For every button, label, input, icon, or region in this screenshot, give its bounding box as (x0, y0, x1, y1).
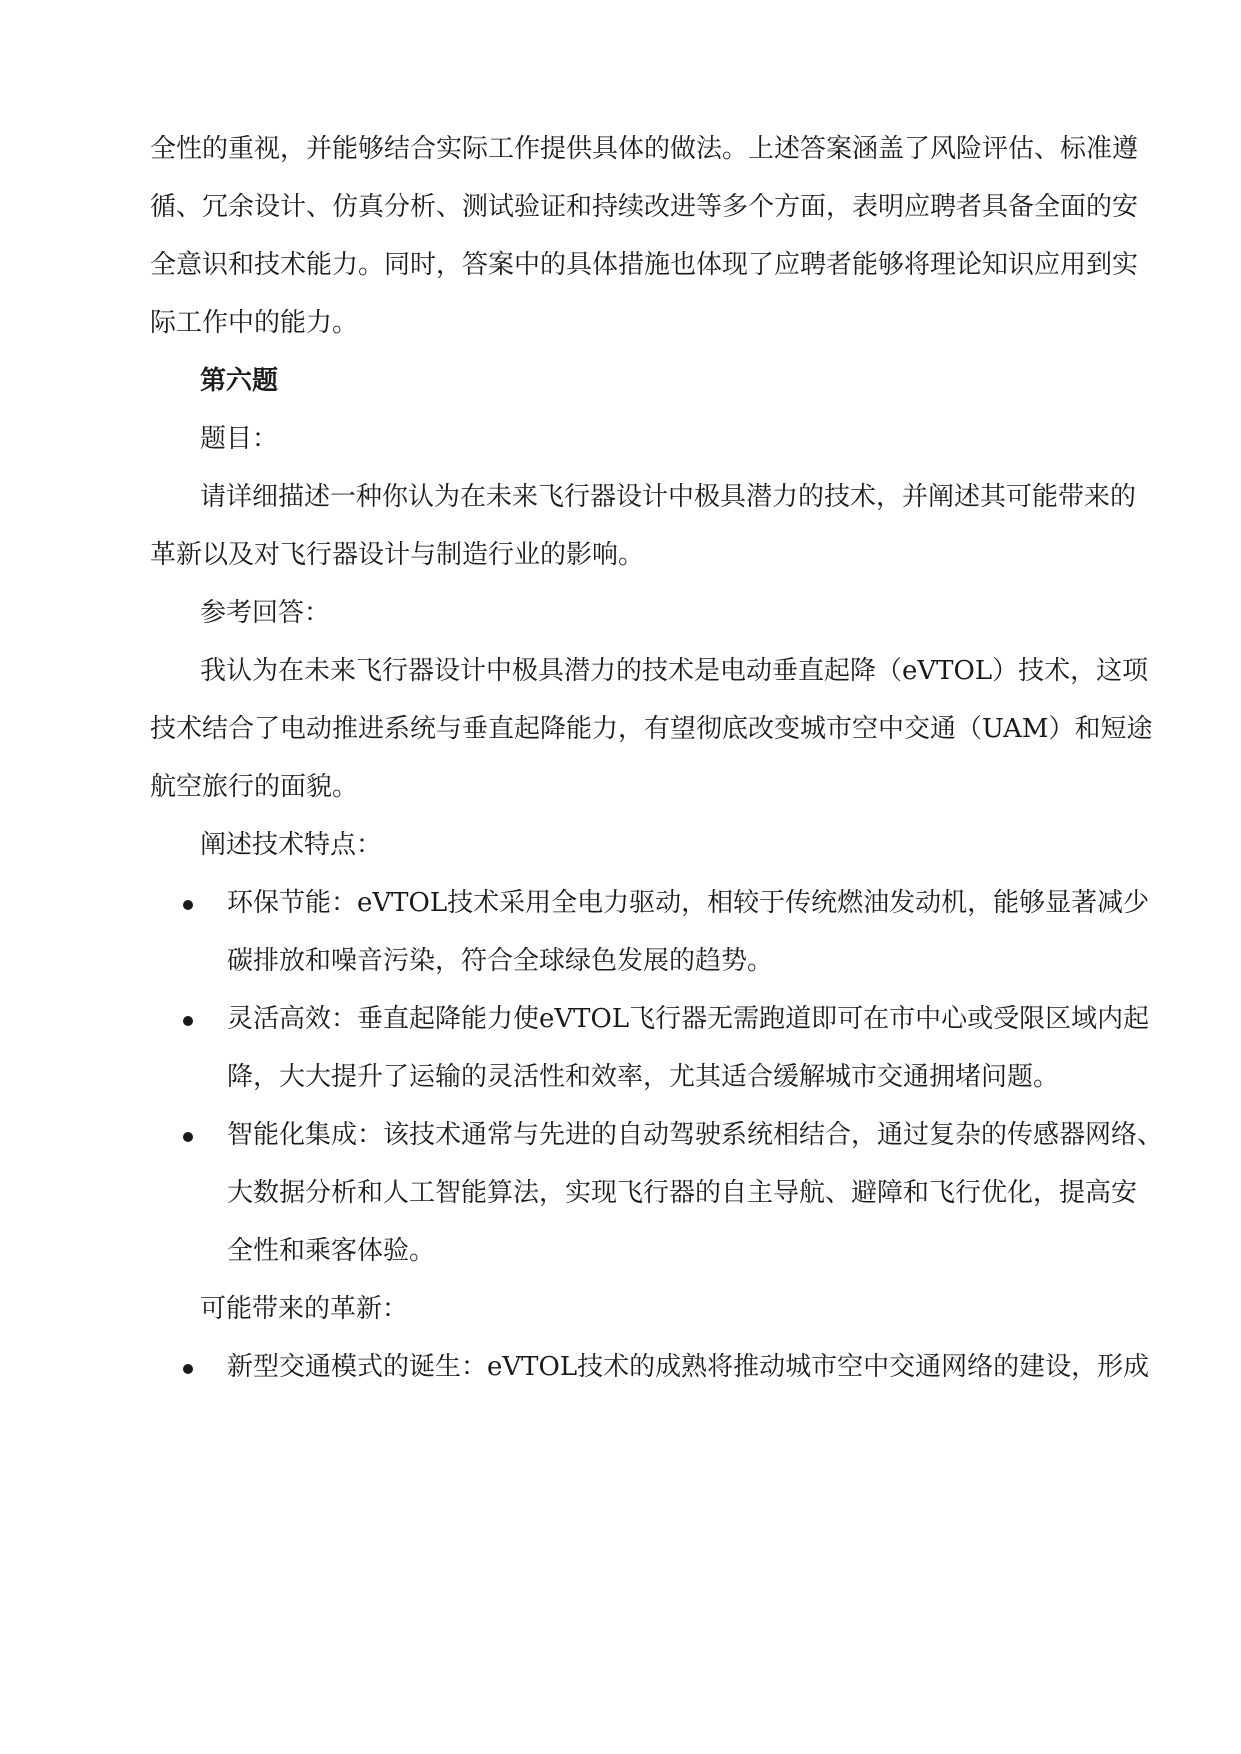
feature-line: 降，大大提升了运输的灵活性和效率，尤其适合缓解城市交通拥堵问题。 (227, 1062, 1060, 1092)
feature-line: 大数据分析和人工智能算法，实现飞行器的自主导航、避障和飞行优化，提高安 (227, 1178, 1138, 1208)
question-heading: 第六题 (200, 366, 279, 396)
answer-label: 参考回答： (200, 598, 331, 628)
paragraph-line: 际工作中的能力。 (150, 308, 359, 338)
feature-line: 全性和乘客体验。 (227, 1236, 436, 1266)
bullet-dot (183, 1364, 193, 1374)
feature-line: 灵活高效：垂直起降能力使eVTOL飞行器无需跑道即可在市中心或受限区域内起 (227, 1004, 1150, 1034)
question-text-line: 请详细描述一种你认为在未来飞行器设计中极具潜力的技术，并阐述其可能带来的 (200, 482, 1137, 512)
answer-intro-line: 我认为在未来飞行器设计中极具潜力的技术是电动垂直起降（eVTOL）技术，这项 (200, 656, 1149, 686)
paragraph-line: 循、冗余设计、仿真分析、测试验证和持续改进等多个方面，表明应聘者具备全面的安 (150, 192, 1139, 222)
bullet-dot (183, 1132, 193, 1142)
feature-line: 环保节能：eVTOL技术采用全电力驱动，相较于传统燃油发动机，能够显著减少 (227, 888, 1150, 918)
question-label: 题目： (200, 424, 279, 454)
features-label: 阐述技术特点： (200, 830, 383, 860)
innovations-label: 可能带来的革新： (200, 1294, 409, 1324)
answer-intro-line: 航空旅行的面貌。 (150, 772, 359, 802)
feature-line: 智能化集成：该技术通常与先进的自动驾驶系统相结合，通过复杂的传感器网络、 (227, 1120, 1164, 1150)
feature-line: 碳排放和噪音污染，符合全球绿色发展的趋势。 (227, 946, 774, 976)
paragraph-line: 全意识和技术能力。同时，答案中的具体措施也体现了应聘者能够将理论知识应用到实 (150, 250, 1139, 280)
paragraph-line: 全性的重视，并能够结合实际工作提供具体的做法。上述答案涵盖了风险评估、标准遵 (150, 134, 1139, 164)
bullet-dot (183, 1016, 193, 1026)
bullet-dot (183, 900, 193, 910)
question-text-line: 革新以及对飞行器设计与制造行业的影响。 (150, 540, 645, 570)
answer-intro-line: 技术结合了电动推进系统与垂直起降能力，有望彻底改变城市空中交通（UAM）和短途 (150, 714, 1153, 744)
innovation-line: 新型交通模式的诞生：eVTOL技术的成熟将推动城市空中交通网络的建设，形成 (227, 1352, 1150, 1382)
